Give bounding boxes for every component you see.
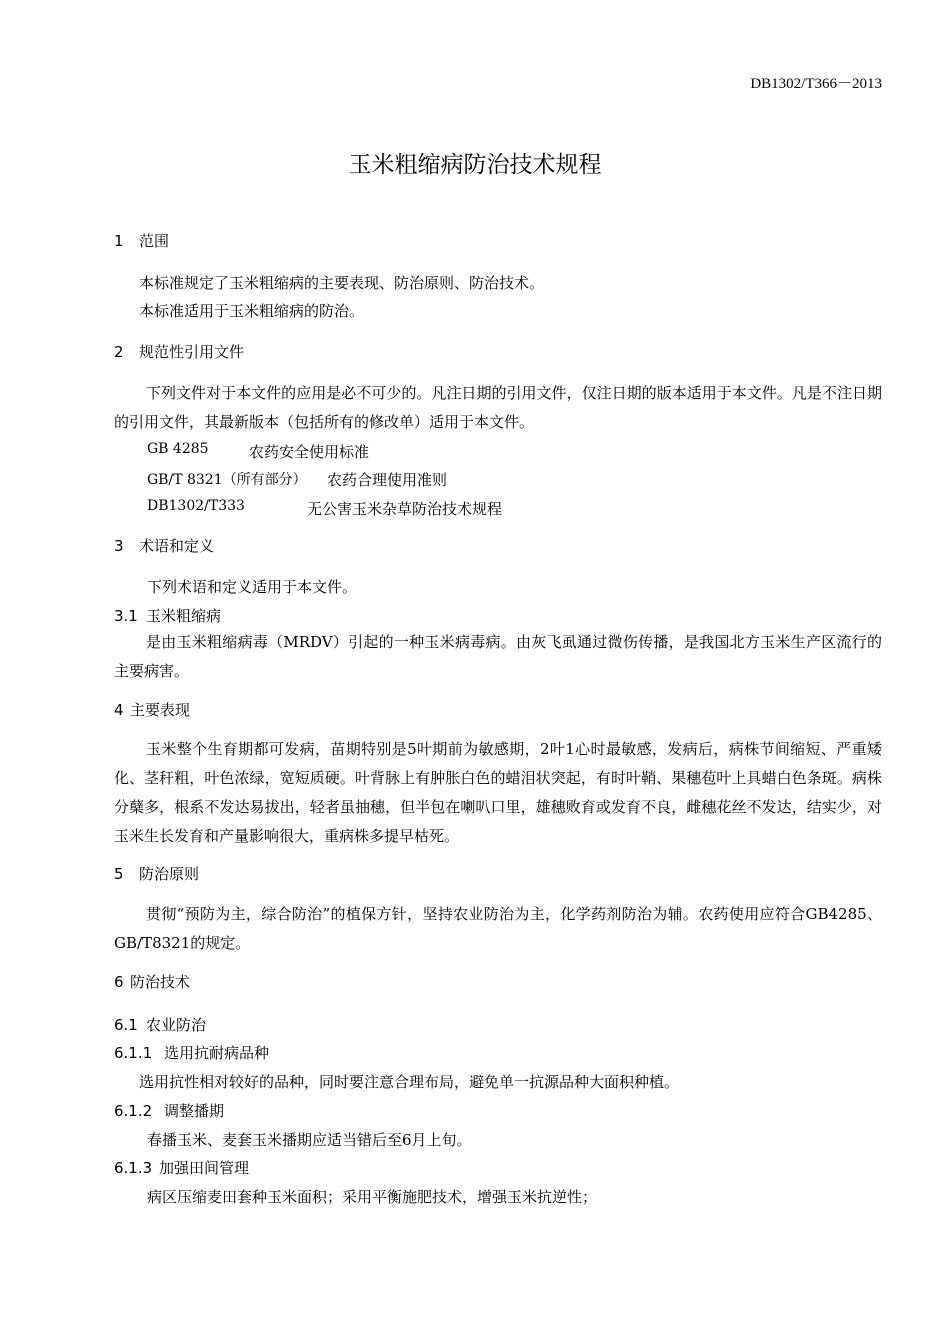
section-5-heading — [114, 863, 199, 884]
section-number: 6.1.2 — [114, 1102, 153, 1120]
paragraph: 下列术语和定义适用于本文件。 — [147, 578, 358, 596]
paragraph: 本标准适用于玉米粗缩病的防治。 — [139, 302, 365, 320]
section-title: 防治技术 — [130, 973, 191, 991]
section-title: 防治原则 — [139, 865, 200, 883]
section-title: 调整播期 — [164, 1102, 225, 1120]
section-number: 5 — [114, 865, 124, 883]
paragraph: 病区压缩麦田套种玉米面积；采用平衡施肥技术，增强玉米抗逆性； — [147, 1188, 598, 1206]
subsection-6-1-3-heading — [114, 1157, 249, 1178]
section-title: 规范性引用文件 — [139, 343, 245, 361]
paragraph: 选用抗性相对较好的品种，同时要注意合理布局，避免单一抗源品种大面积种植。 — [139, 1073, 680, 1091]
section-title: 选用抗耐病品种 — [164, 1044, 270, 1062]
definition-paragraph: 是由玉米粗缩病毒（MRDV）引起的一种玉米病毒病。由灰飞虱通过微伤传播，是我国北方玉米生产区流行的主要病害。 — [114, 633, 882, 680]
section-number: 6.1 — [114, 1016, 138, 1034]
section-number: 4 — [114, 701, 124, 719]
section-3-heading — [114, 535, 214, 556]
subsection-6-1-heading — [114, 1014, 206, 1035]
paragraph: 贯彻“预防为主，综合防治”的植保方针，坚持农业防治为主，化学药剂防治为辅。农药使用应符合GB4285、GB/T8321的规定。 — [114, 905, 882, 952]
document-title: 玉米粗缩病防治技术规程 — [348, 152, 602, 178]
subsection-3-1-heading — [114, 605, 221, 626]
section-title: 玉米粗缩病 — [146, 607, 222, 625]
section-title: 农业防治 — [146, 1016, 207, 1034]
reference-code: DB1302/T333 — [147, 498, 245, 514]
reference-code: GB 4285 — [147, 441, 209, 457]
section-number: 3.1 — [114, 607, 138, 625]
section-4-heading — [114, 699, 190, 720]
section-6-heading — [114, 971, 190, 992]
section-2-heading — [114, 341, 244, 362]
reference-name: 农药安全使用标准 — [249, 443, 370, 461]
section-title: 主要表现 — [130, 701, 191, 719]
section-number: 6.1.1 — [114, 1044, 153, 1062]
section-number: 3 — [114, 537, 124, 555]
section-number: 2 — [114, 343, 124, 361]
section-number: 6 — [114, 973, 124, 991]
section-number: 1 — [114, 232, 124, 250]
subsection-6-1-2-heading — [114, 1100, 224, 1121]
reference-name: 农药合理使用准则 — [327, 471, 448, 489]
paragraph: 玉米整个生育期都可发病，苗期特别是5叶期前为敏感期，2叶1心时最敏感，发病后，病株节间缩短、严重矮化、茎秆粗，叶色浓绿，宽短质硬。叶背脉上有肿胀白色的蜡泪状突起，有时叶鞘、果穗苞叶上具蜡白色条斑。病株分蘖多，根系不发达易拔出，轻者虽抽穗，但半包在喇叭口里，雄穗败育或发育不良，雌穗花丝不发达，结实少，对玉米生长发育和产量影响很大，重病株多提早枯死。 — [114, 740, 882, 845]
section-number: 6.1.3 — [114, 1159, 153, 1177]
paragraph: 下列文件对于本文件的应用是必不可少的。凡注日期的引用文件，仅注日期的版本适用于本文件。凡是不注日期的引用文件，其最新版本（包括所有的修改单）适用于本文件。 — [114, 384, 882, 431]
subsection-6-1-1-heading — [114, 1042, 269, 1063]
paragraph: 春播玉米、麦套玉米播期应适当错后至6月上旬。 — [147, 1131, 472, 1149]
reference-code: GB/T 8321（所有部分） — [147, 472, 307, 488]
section-title: 范围 — [139, 232, 170, 250]
reference-name: 无公害玉米杂草防治技术规程 — [307, 500, 503, 518]
section-title: 术语和定义 — [139, 537, 215, 555]
section-1-heading — [114, 230, 169, 251]
paragraph: 本标准规定了玉米粗缩病的主要表现、防治原则、防治技术。 — [139, 274, 545, 292]
document-code: DB1302/T366－2013 — [750, 76, 882, 92]
section-title: 加强田间管理 — [159, 1159, 250, 1177]
